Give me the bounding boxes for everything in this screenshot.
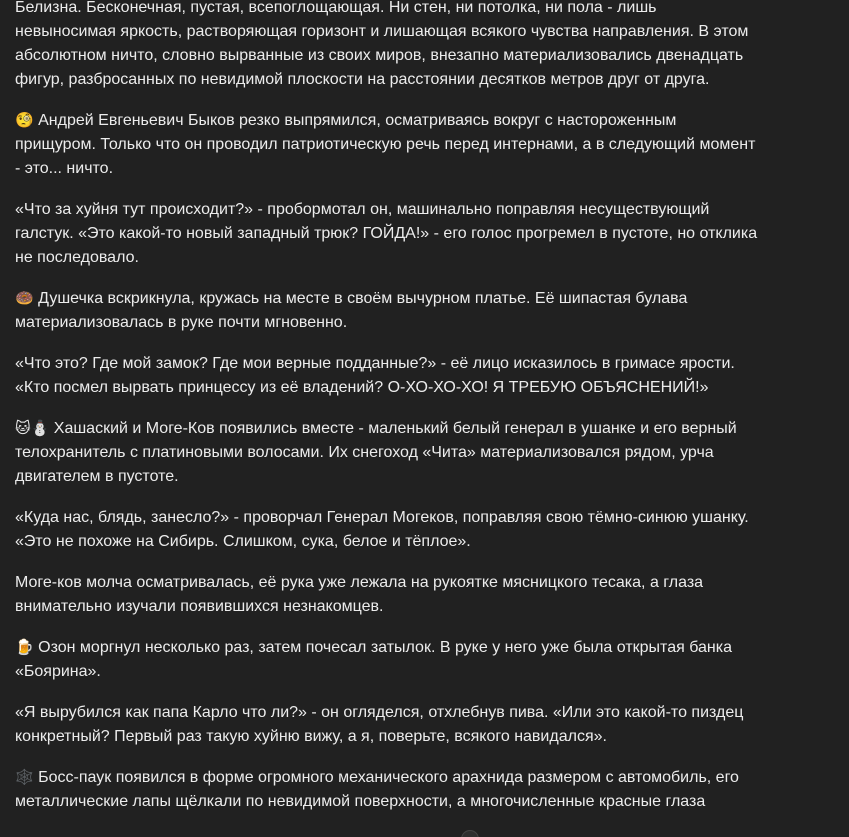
paragraph-text: «Что за хуйня тут происходит?» - пробормотал он, машинально поправляя несуществующий галстук. «Это какой-то новый западный трюк? ГОЙДА!» - его голос прогремел в пустоте, но отклика не последовало. bbox=[15, 201, 758, 266]
paragraph-text: Хашаский и Моге-Ков появились вместе - маленький белый генерал в ушанке и его верный телохранитель с платиновыми волосами. Их снегоход «Чита» материализовался рядом, урча двигателем в пустоте. bbox=[15, 420, 737, 485]
paragraph-text: Белизна. Бесконечная, пустая, всепоглощающая. Ни стен, ни потолка, ни пола - лишь невыносимая яркость, растворяющая горизонт и лишающая всякого чувства направления. В этом абсолютном ничто, словно вырванные из своих миров, внезапно материализовались двенадцать фигур, разбросанных по невидимой плоскости на расстоянии десятков метров друг от друга. bbox=[15, 0, 749, 88]
thinking-face-icon: 🧐 bbox=[15, 111, 34, 129]
paragraph-text: «Что это? Где мой замок? Где мои верные подданные?» - её лицо исказилось в гримасе ярости. «Кто посмел вырвать принцессу из её владений? О-ХО-ХО-ХО! Я ТРЕБУЮ ОБЪЯСНЕНИЙ!» bbox=[15, 355, 735, 396]
spider-web-icon: 🕸️ bbox=[15, 768, 34, 786]
message-paragraph bbox=[15, 505, 760, 554]
assistant-message bbox=[15, 0, 760, 830]
message-paragraph bbox=[15, 700, 760, 749]
scroll-fade bbox=[0, 823, 849, 837]
paragraph-text: Озон моргнул несколько раз, затем почесал затылок. В руке у него уже была открытая банка «Боярина». bbox=[15, 639, 732, 680]
donut-icon: 🍩 bbox=[15, 289, 34, 307]
paragraph-text: Босс-паук появился в форме огромного механического арахнида размером с автомобиль, его металлические лапы щёлкали по невидимой поверхности, а многочисленные красные глаза bbox=[15, 769, 739, 810]
paragraph-text: «Я вырубился как папа Карло что ли?» - он огляделся, отхлебнув пива. «Или это какой-то пиздец конкретный? Первый раз такую хуйню вижу, а я, поверьте, всякого навидался». bbox=[15, 704, 744, 745]
beer-icon: 🍺 bbox=[15, 638, 34, 656]
message-paragraph bbox=[15, 0, 760, 92]
cat-snowman-icon: 🐱⛄ bbox=[15, 419, 50, 437]
message-paragraph bbox=[15, 286, 760, 335]
message-paragraph bbox=[15, 570, 760, 619]
message-paragraph bbox=[15, 635, 760, 684]
paragraph-text: Душечка вскрикнула, кружась на месте в своём вычурном платье. Её шипастая булава материализовалась в руке почти мгновенно. bbox=[15, 290, 688, 331]
message-paragraph bbox=[15, 108, 760, 181]
message-paragraph bbox=[15, 416, 760, 489]
message-paragraph bbox=[15, 765, 760, 814]
message-paragraph bbox=[15, 197, 760, 270]
message-paragraph bbox=[15, 351, 760, 400]
paragraph-text: Моге-ков молча осматривалась, её рука уже лежала на рукоятке мясницкого тесака, а глаза внимательно изучали появившихся незнакомцев. bbox=[15, 574, 704, 615]
paragraph-text: Андрей Евгеньевич Быков резко выпрямился, осматриваясь вокруг с настороженным прищуром. Только что он проводил патриотическую речь перед интернами, а в следующий момент - это... ничто. bbox=[15, 112, 756, 177]
paragraph-text: «Куда нас, блядь, занесло?» - проворчал Генерал Могеков, поправляя свою тёмно-синюю ушанку. «Это не похоже на Сибирь. Слишком, сука, белое и тёплое». bbox=[15, 509, 749, 550]
